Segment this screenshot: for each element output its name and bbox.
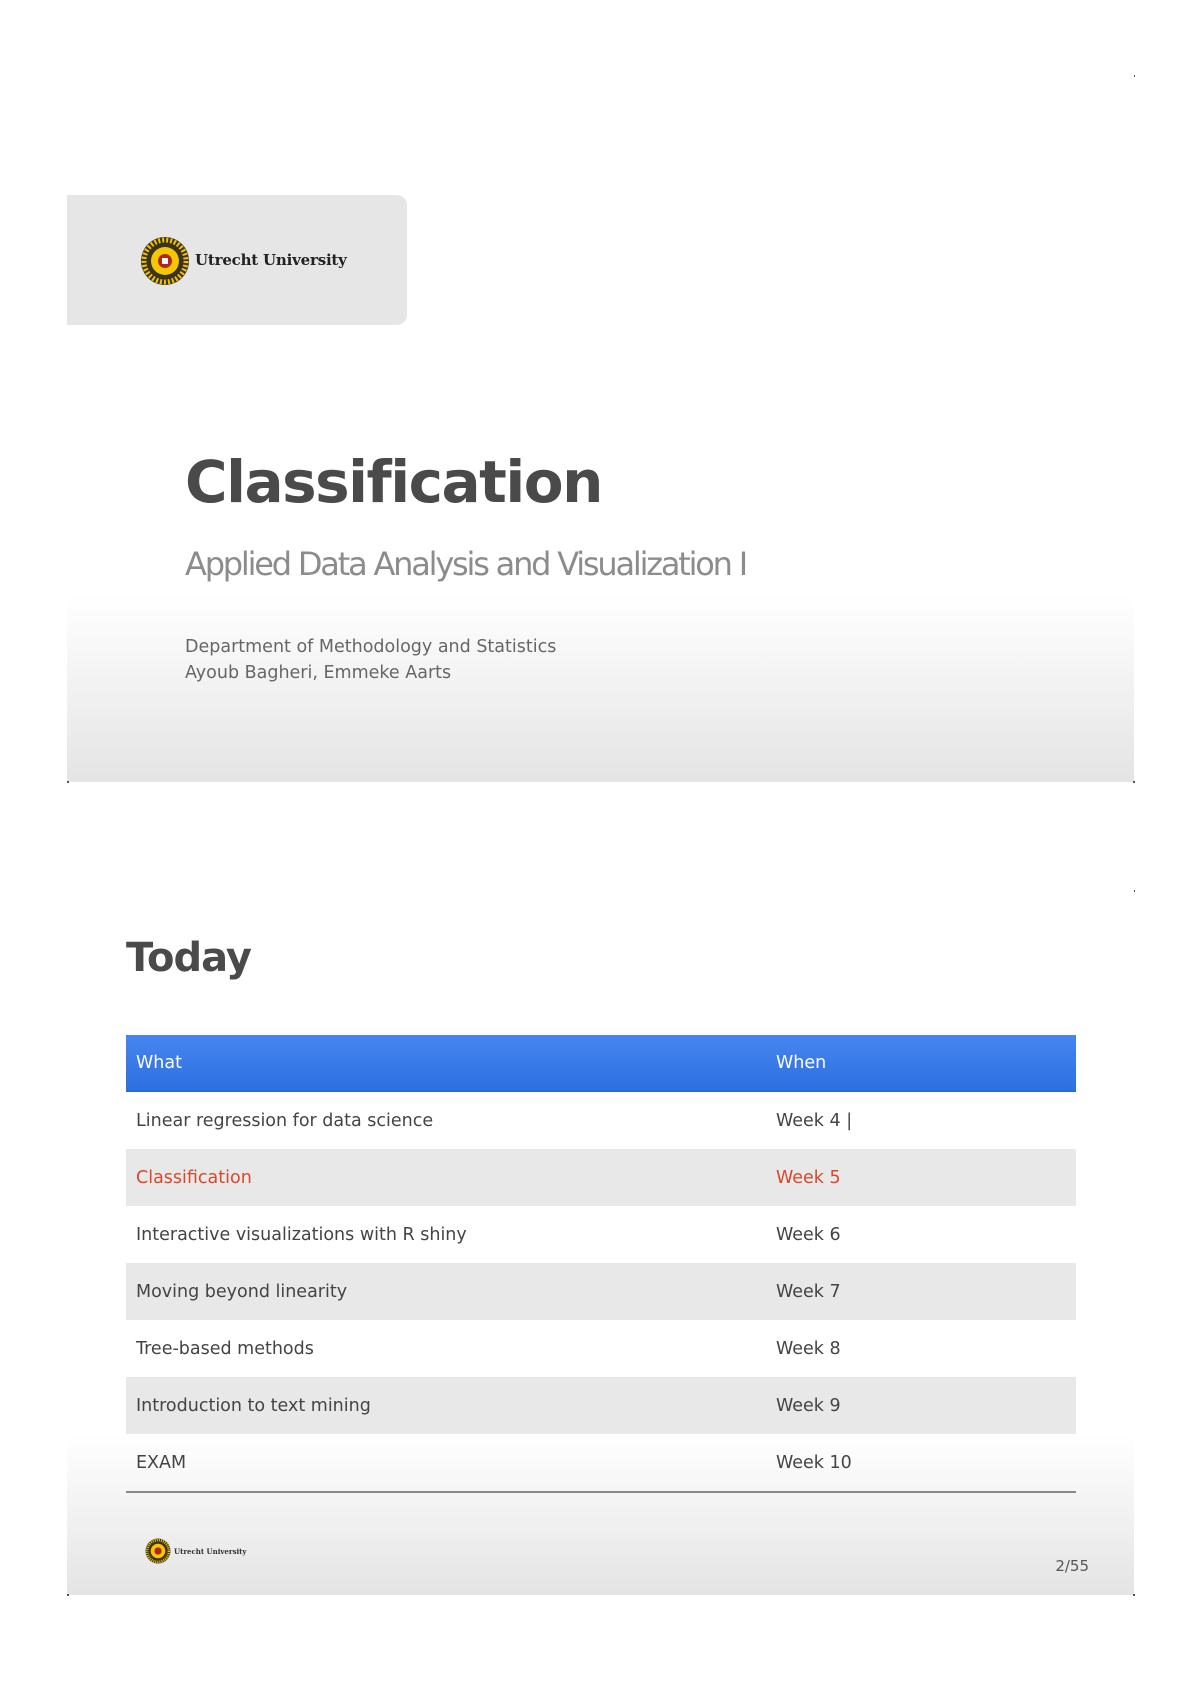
topic-cell: Classification xyxy=(126,1149,766,1206)
corner-mark xyxy=(67,781,69,783)
table-row xyxy=(126,1320,1076,1377)
week-cell: Week 9 xyxy=(766,1377,1076,1434)
table-row xyxy=(126,1377,1076,1434)
department-text: Department of Methodology and Statistics xyxy=(185,637,557,657)
week-cell: Week 10 xyxy=(766,1434,1076,1492)
column-header-what: What xyxy=(126,1035,766,1092)
logo-text: Utrecht University xyxy=(195,251,347,269)
topic-cell: Introduction to text mining xyxy=(126,1377,766,1434)
schedule-table xyxy=(126,1035,1076,1493)
table-row xyxy=(126,1434,1076,1492)
slide-heading: Today xyxy=(126,935,251,981)
corner-mark xyxy=(1133,781,1135,783)
table-row xyxy=(126,1263,1076,1320)
table-row xyxy=(126,1206,1076,1263)
table-row xyxy=(126,1092,1076,1150)
topic-cell: EXAM xyxy=(126,1434,766,1492)
utrecht-university-logo-icon xyxy=(140,236,190,286)
table-header-row xyxy=(126,1035,1076,1092)
column-header-when: When xyxy=(766,1035,1076,1092)
topic-cell: Linear regression for data science xyxy=(136,1110,434,1131)
week-cell: Week 4 | xyxy=(776,1110,853,1131)
corner-mark xyxy=(67,1594,69,1596)
topic-cell: Interactive visualizations with R shiny xyxy=(136,1224,467,1245)
topic-cell: Tree-based methods xyxy=(136,1338,314,1359)
topic-cell: Moving beyond linearity xyxy=(126,1263,766,1320)
footer-logo-icon xyxy=(145,1538,171,1564)
week-cell: Week 6 xyxy=(776,1224,841,1245)
agenda-slide xyxy=(67,890,1134,1595)
slide-subtitle: Applied Data Analysis and Visualization I xyxy=(185,545,746,583)
corner-mark xyxy=(1133,1594,1135,1596)
slide-title: Classification xyxy=(185,448,602,516)
table-row-current xyxy=(126,1149,1076,1206)
authors-text: Ayoub Bagheri, Emmeke Aarts xyxy=(185,663,452,683)
week-cell: Week 7 xyxy=(766,1263,1076,1320)
week-cell: Week 8 xyxy=(776,1338,841,1359)
logo-banner xyxy=(67,195,407,325)
title-slide xyxy=(67,75,1134,782)
week-cell: Week 5 xyxy=(766,1149,1076,1206)
page-number: 2/55 xyxy=(1055,1557,1089,1575)
footer-logo-text: Utrecht University xyxy=(174,1547,247,1556)
